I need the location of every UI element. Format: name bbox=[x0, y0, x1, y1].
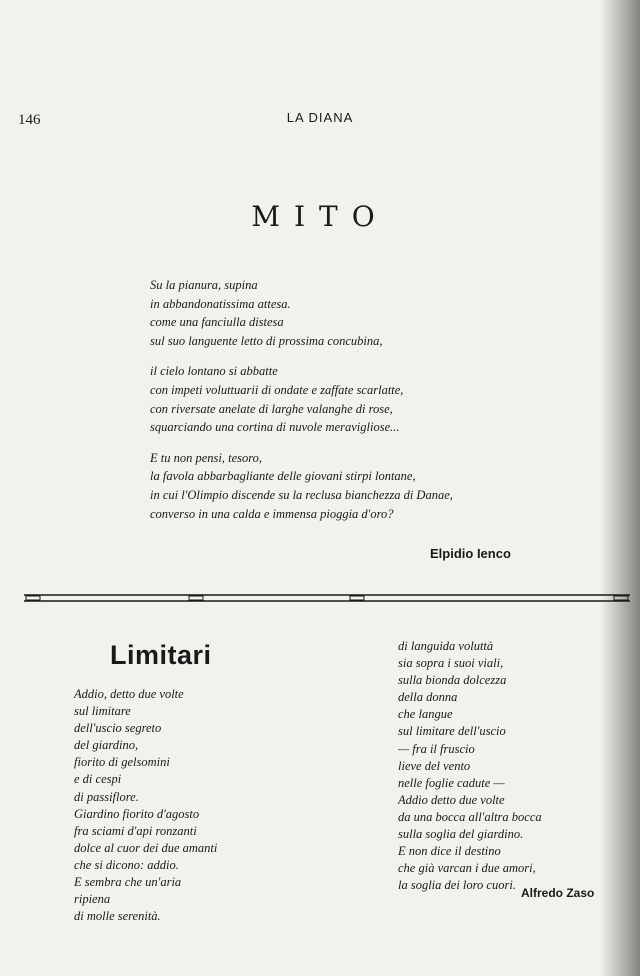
page-number: 146 bbox=[18, 112, 41, 128]
verse-line: con impeti voluttuarii di ondate e zaffate scarlatte, bbox=[150, 382, 404, 397]
verse-line: con riversate anelate di larghe valanghe di rose, bbox=[150, 401, 393, 416]
verse-line: il cielo lontano si abbatte bbox=[150, 364, 278, 379]
mito-stanza-2 bbox=[150, 362, 453, 436]
verse-line: converso in una calda e immensa pioggia d'oro? bbox=[150, 506, 394, 521]
verse-line: dolce al cuor dei due amanti bbox=[74, 840, 218, 855]
verse-line: fra sciami d'api ronzanti bbox=[74, 823, 197, 838]
verse-line: di passiflore. bbox=[74, 789, 139, 804]
verse-line: di molle serenità. bbox=[74, 909, 161, 924]
verse-line: e di cespi bbox=[74, 772, 122, 787]
verse-line: della donna bbox=[398, 690, 458, 705]
verse-line: che si dicono: addio. bbox=[74, 857, 179, 872]
limitari-poem-right bbox=[398, 638, 542, 894]
verse-line: da una bocca all'altra bocca bbox=[398, 809, 542, 824]
page-edge-shadow bbox=[600, 0, 640, 976]
running-title: LA DIANA bbox=[286, 110, 354, 125]
mito-title: MITO bbox=[251, 200, 389, 233]
limitari-title: Limitari bbox=[110, 640, 212, 670]
limitari-poem-left bbox=[74, 686, 217, 925]
verse-line: nelle foglie cadute — bbox=[398, 775, 505, 790]
mito-poem bbox=[150, 276, 453, 535]
verse-line: che langue bbox=[398, 707, 453, 722]
verse-line: sul limitare bbox=[74, 704, 131, 719]
mito-author: Elpidio Ienco bbox=[430, 546, 511, 561]
verse-line: la favola abbarbagliante delle giovani stirpi lontane, bbox=[150, 469, 416, 484]
verse-line: E sembra che un'aria bbox=[74, 875, 182, 890]
verse-line: sul limitare dell'uscio bbox=[398, 724, 506, 739]
verse-line: Su la pianura, supina bbox=[150, 278, 258, 292]
verse-line: in abbandonatissima attesa. bbox=[150, 296, 291, 311]
verse-line: Addio detto due volte bbox=[398, 792, 505, 807]
mito-stanza-3 bbox=[150, 449, 453, 523]
limitari-author: Alfredo Zaso bbox=[521, 886, 595, 900]
verse-line: di languida voluttà bbox=[398, 639, 494, 653]
verse-line: E non dice il destino bbox=[398, 844, 501, 859]
verse-line: fiorito di gelsomini bbox=[74, 755, 170, 770]
verse-line: sulla soglia del giardino. bbox=[398, 827, 524, 842]
verse-line: Addio, detto due volte bbox=[74, 687, 184, 701]
verse-line: dell'uscio segreto bbox=[74, 721, 162, 736]
verse-line: lieve del vento bbox=[398, 758, 471, 773]
ornamental-divider bbox=[24, 593, 630, 603]
verse-line: sulla bionda dolcezza bbox=[398, 673, 507, 688]
mito-stanza-1 bbox=[150, 276, 453, 350]
verse-line: in cui l'Olimpio discende su la reclusa bianchezza di Danae, bbox=[150, 487, 453, 502]
verse-line: E tu non pensi, tesoro, bbox=[150, 450, 263, 465]
verse-line: ripiena bbox=[74, 892, 111, 907]
verse-line: — fra il fruscio bbox=[398, 741, 475, 756]
verse-line: sul suo languente letto di prossima concubina, bbox=[150, 333, 383, 348]
verse-line: che già varcan i due amori, bbox=[398, 861, 536, 876]
verse-line: sia sopra i suoi viali, bbox=[398, 656, 504, 671]
verse-line: come una fanciulla distesa bbox=[150, 315, 284, 330]
verse-line: del giardino, bbox=[74, 738, 139, 753]
verse-line: squarciando una cortina di nuvole meravigliose... bbox=[150, 420, 400, 435]
verse-line: Giardino fiorito d'agosto bbox=[74, 806, 200, 821]
verse-line: la soglia dei loro cuori. bbox=[398, 878, 516, 893]
